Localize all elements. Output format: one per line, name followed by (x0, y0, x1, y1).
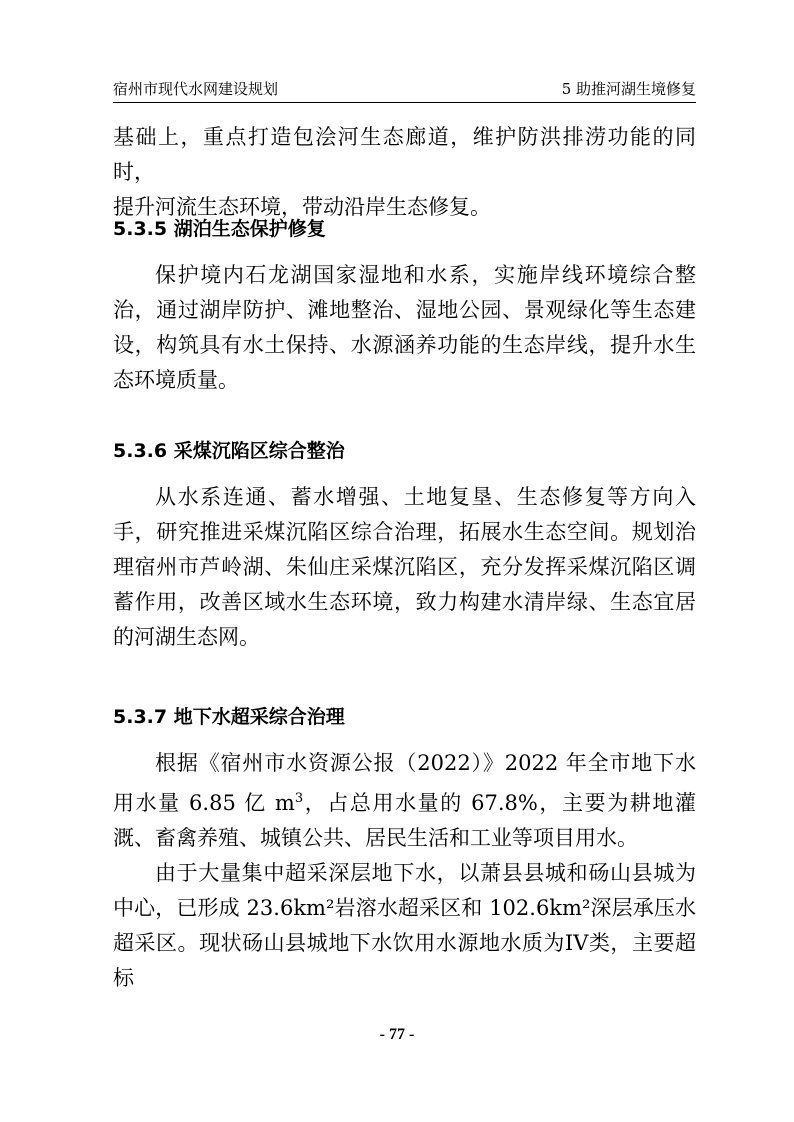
intro-paragraph (113, 120, 696, 225)
header-chapter-title: 5 助推河湖生境修复 (561, 80, 696, 98)
paragraph: 保护境内石龙湖国家湿地和水系，实施岸线环境综合整治，通过湖岸防护、滩地整治、湿地公园、景观绿化等生态建设，构筑具有水土保持、水源涵养功能的生态岸线，提升水生态环境质量。 (113, 263, 696, 392)
intro-line-1: 基础上，重点打造包浍河生态廊道，维护防洪排涝功能的同时， (113, 125, 696, 184)
intro-line-2: 提升河流生态环境，带动沿岸生态修复。 (113, 195, 491, 219)
section-5-3-7-content (113, 746, 696, 996)
superscript: 3 (294, 791, 304, 806)
section-5-3-6-paragraph (113, 480, 696, 655)
section-heading-5-3-7: 5.3.7 地下水超采综合治理 (113, 706, 345, 728)
page-number: - 77 - (379, 1026, 415, 1043)
paragraph-overexploitation: 由于大量集中超采深层地下水，以萧县县城和砀山县城为中心，已形成 23.6km²岩溶水超采区和 102.6km²深层承压水超采区。现状砀山县城地下水饮用水源地水质为IV类，主要超标 (113, 861, 696, 990)
page-header (113, 78, 696, 103)
section-heading-5-3-5: 5.3.5 湖泊生态保护修复 (113, 218, 326, 240)
paragraph: 从水系连通、蓄水增强、土地复垦、生态修复等方向入手，研究推进采煤沉陷区综合治理，拓展水生态空间。规划治理宿州市芦岭湖、朱仙庄采煤沉陷区，充分发挥采煤沉陷区调蓄作用，改善区域水生态环境，致力构建水清岸绿、生态宜居的河湖生态网。 (113, 485, 696, 649)
text-run: ，占总用水量的 67.8%，主要为耕地灌溉、畜禽养殖、城镇公共、居民生活和工业等项目用水。 (113, 791, 696, 850)
header-document-title: 宿州市现代水网建设规划 (113, 80, 279, 98)
section-5-3-5-paragraph (113, 258, 696, 398)
paragraph-groundwater-usage (113, 746, 696, 856)
text-run: 根据《宿州市水资源公报（2022）》2022 年全市地下水用水量 6.85 亿 m (113, 751, 696, 815)
section-heading-5-3-6: 5.3.6 采煤沉陷区综合整治 (113, 440, 345, 462)
